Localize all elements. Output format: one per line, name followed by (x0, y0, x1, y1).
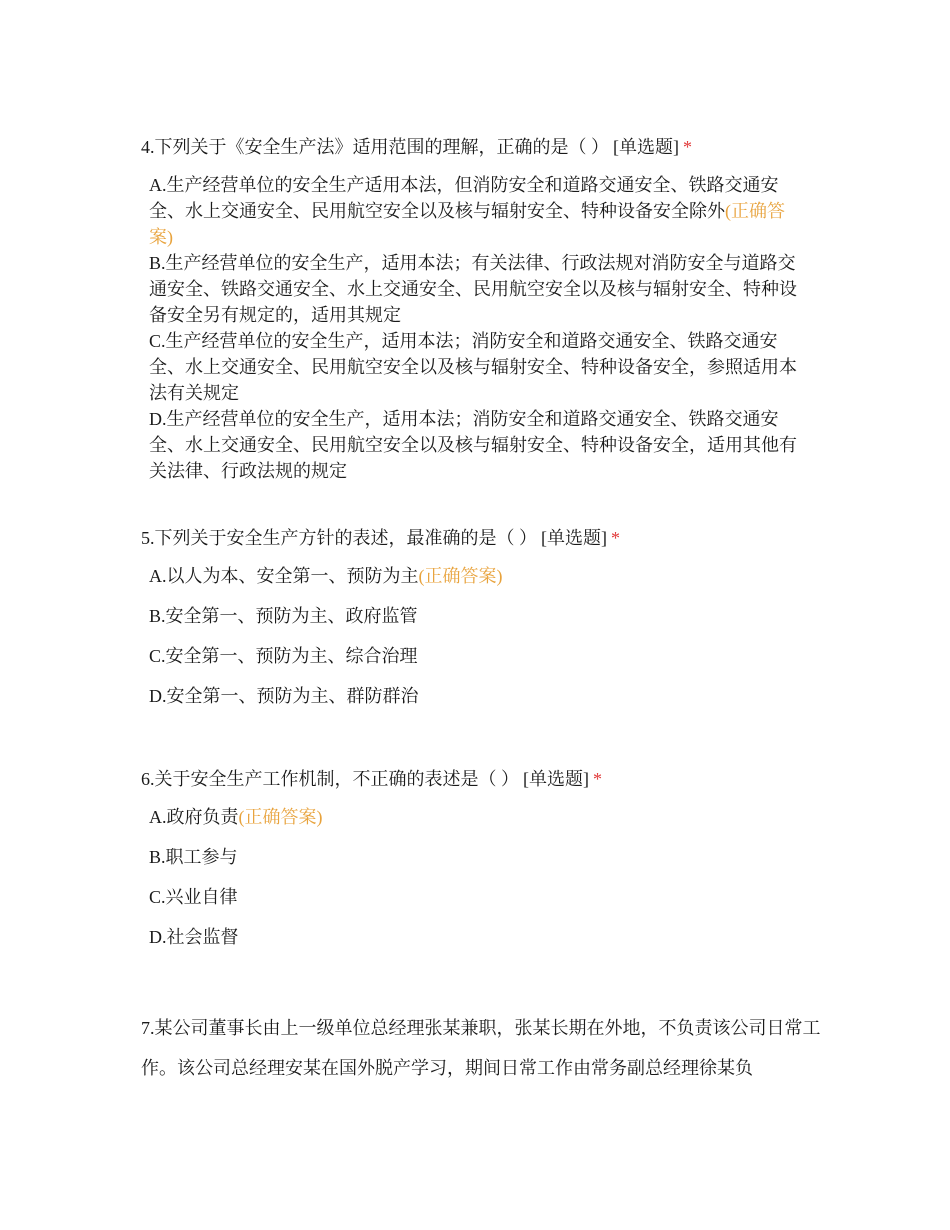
required-mark: * (683, 137, 692, 157)
option-label: B.安全第一、预防为主、政府监管 (149, 606, 418, 626)
question-number: 4. (141, 137, 155, 157)
option-label: A.政府负责 (149, 807, 239, 827)
option-label: D.生产经营单位的安全生产，适用本法；消防安全和道路交通安全、铁路交通安全、水上交通安全、民用航空安全以及核与辐射安全、特种设备安全，适用其他有关法律、行政法规的规定 (149, 409, 797, 481)
question-text: 关于安全生产工作机制，不正确的表述是（ ） (154, 769, 519, 789)
option-d (149, 924, 805, 950)
question-type: [单选题] (541, 528, 607, 548)
option-label: B.职工参与 (149, 847, 238, 867)
option-a (149, 563, 805, 589)
option-a (149, 172, 805, 250)
option-label: C.生产经营单位的安全生产，适用本法；消防安全和道路交通安全、铁路交通安全、水上交通安全、民用航空安全以及核与辐射安全、特种设备安全，参照适用本法有关规定 (149, 331, 797, 403)
option-label: C.安全第一、预防为主、综合治理 (149, 646, 418, 666)
option-label: C.兴业自律 (149, 887, 238, 907)
question-title (141, 766, 821, 792)
option-label: A.生产经营单位的安全生产适用本法，但消防安全和道路交通安全、铁路交通安全、水上交通安全、民用航空安全以及核与辐射安全、特种设备安全除外 (149, 175, 779, 221)
question-number: 5. (141, 528, 155, 548)
option-label: D.安全第一、预防为主、群防群治 (149, 686, 419, 706)
option-c (149, 328, 805, 406)
option-d (149, 406, 805, 484)
correct-answer-tag: (正确答案) (149, 201, 785, 247)
option-b (149, 603, 805, 629)
question-5 (141, 525, 821, 709)
question-title (141, 525, 821, 551)
option-label: D.社会监督 (149, 927, 239, 947)
question-text: 下列关于安全生产方针的表述，最准确的是（ ） (154, 528, 537, 548)
question-title (141, 1008, 821, 1088)
option-d (149, 683, 805, 709)
question-type: [单选题] (613, 137, 679, 157)
required-mark: * (611, 528, 620, 548)
option-label: A.以人为本、安全第一、预防为主 (149, 566, 419, 586)
option-c (149, 643, 805, 669)
correct-answer-tag: (正确答案) (238, 807, 323, 827)
question-number: 6. (141, 769, 155, 789)
question-title (141, 134, 821, 160)
question-number: 7. (141, 1018, 155, 1038)
option-c (149, 884, 805, 910)
question-7 (141, 1008, 821, 1088)
option-label: B.生产经营单位的安全生产，适用本法；有关法律、行政法规对消防安全与道路交通安全、铁路交通安全、水上交通安全、民用航空安全以及核与辐射安全、特种设备安全另有规定的，适用其规定 (149, 253, 797, 325)
question-text: 下列关于《安全生产法》适用范围的理解，正确的是（ ） (154, 137, 609, 157)
question-4 (141, 134, 821, 484)
option-list (149, 563, 805, 709)
option-a (149, 804, 805, 830)
question-type: [单选题] (523, 769, 589, 789)
question-6 (141, 766, 821, 950)
option-list (149, 172, 805, 484)
option-b (149, 250, 805, 328)
option-b (149, 844, 805, 870)
required-mark: * (593, 769, 602, 789)
question-text: 某公司董事长由上一级单位总经理张某兼职，张某长期在外地，不负责该公司日常工作。该公司总经理安某在国外脱产学习，期间日常工作由常务副总经理徐某负 (141, 1018, 821, 1078)
correct-answer-tag: (正确答案) (418, 566, 503, 586)
option-list (149, 804, 805, 950)
